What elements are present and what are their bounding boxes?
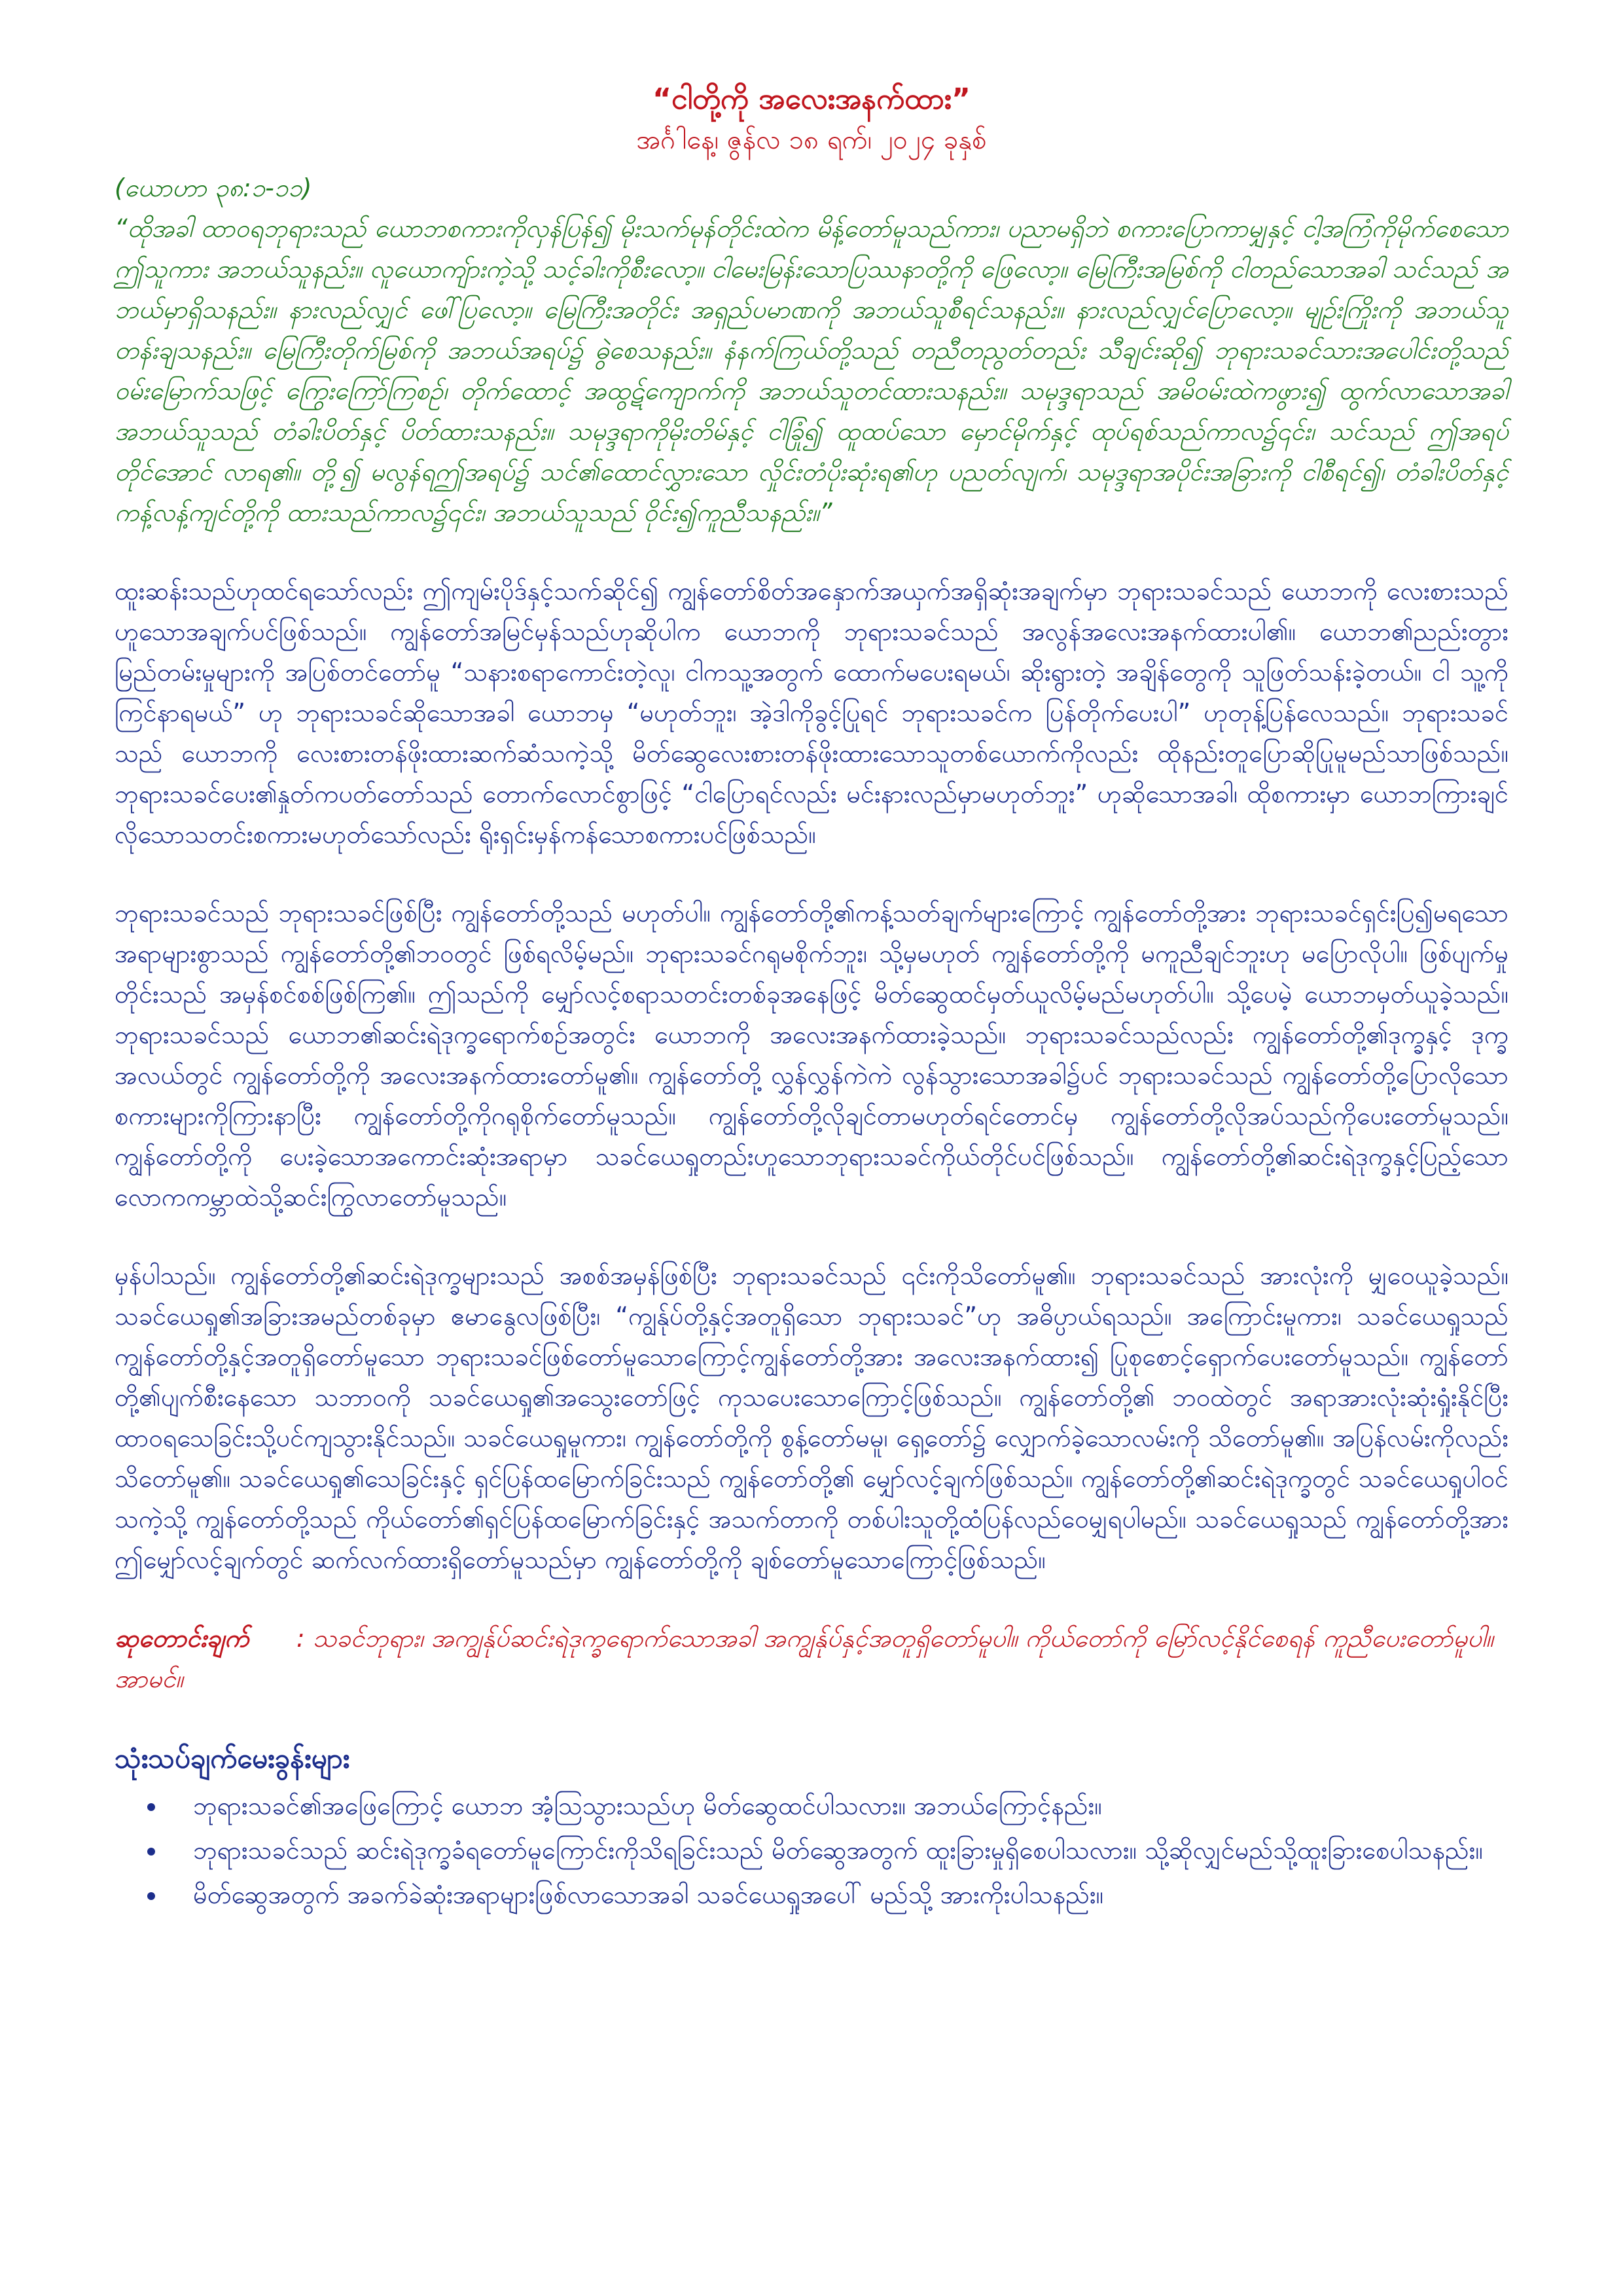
body-paragraph-3: မှန်ပါသည်။ ကျွန်တော်တို့၏ဆင်းရဲဒုက္ခများသည် အစစ်အမှန်ဖြစ်ပြီး ဘုရားသခင်သည် ၎င်းကိုသိတော်မူ၏။ ဘုရားသခင်သည် အားလုံးကို မျှဝေယူခဲ့သည်။ သခင်ယေရှု၏အခြားအမည်တစ်ခုမှာ ဧမာနွေလဖြစ်ပြီး၊ “ကျွန်ုပ်တို့နှင့်အတူရှိသော ဘုရားသခင်”ဟု အဓိပ္ပာယ်ရသည်။ အကြောင်းမူကား၊ သခင်ယေရှုသည် ကျွန်တော်တို့နှင့်အတူရှိတော်မူသော ဘုရားသခင်ဖြစ်တော်မူသောကြောင့်ကျွန်တော်တို့အား အလေးအနက်ထား၍ ပြုစုစောင့်ရှောက်ပေးတော်မူသည်။ ကျွန်တော်တို့၏ပျက်စီးနေသော သဘာဝကို သခင်ယေရှု၏အသွေးတော်ဖြင့် ကုသပေးသောကြောင့်ဖြစ်သည်။ ကျွန်တော်တို့၏ ဘဝထဲတွင် အရာအားလုံးဆုံးရှုံးနိုင်ပြီး ထာဝရသေခြင်းသို့ပင်ကျသွားနိုင်သည်။ သခင်ယေရှုမူကား၊ ကျွန်တော်တို့ကို စွန့်တော်မမူ၊ ရှေ့တော်၌ လျှောက်ခဲ့သောလမ်းကို သိတော်မူ၏။ အပြန်လမ်းကိုလည်း သိတော်မူ၏။ သခင်ယေရှု၏သေခြင်းနှင့် ရှင်ပြန်ထမြောက်ခြင်းသည် ကျွန်တော်တို့၏ မျှော်လင့်ချက်ဖြစ်သည်။ ကျွန်တော်တို့၏ဆင်းရဲဒုက္ခတွင် သခင်ယေရှုပါဝင်သကဲ့သို့ ကျွန်တော်တို့သည် ကိုယ်တော်၏ရှင်ပြန်ထမြောက်ခြင်းနှင့် အသက်တာကို တစ်ပါးသူတို့ထံပြန်လည်ဝေမျှရပါမည်။ သခင်ယေရှုသည် ကျွန်တော်တို့အား ဤမျှော်လင့်ချက်တွင် ဆက်လက်ထားရှိတော်မူသည်မှာ ကျွန်တော်တို့ကို ချစ်တော်မူသောကြောင့်ဖြစ်သည်။ bbox=[115, 1261, 1508, 1574]
questions-list bbox=[115, 1785, 1508, 1915]
question-item: • ဘုရားသခင်၏အဖြေကြောင့် ယောဘ အံ့ဩသွားသည်ဟု မိတ်ဆွေထင်ပါသလား။ အဘယ်ကြောင့်နည်း။ bbox=[167, 1785, 1508, 1826]
body-paragraph-2: ဘုရားသခင်သည် ဘုရားသခင်ဖြစ်ပြီး ကျွန်တော်တို့သည် မဟုတ်ပါ။ ကျွန်တော်တို့၏ကန့်သတ်ချက်များကြောင့် ကျွန်တော်တို့အား ဘုရားသခင်ရှင်းပြ၍မရသော အရာများစွာသည် ကျွန်တော်တို့၏ဘဝတွင် ဖြစ်ရလိမ့်မည်။ ဘုရားသခင်ဂရုမစိုက်ဘူး၊ သို့မှမဟုတ် ကျွန်တော်တို့ကို မကူညီချင်ဘူးဟု မပြောလိုပါ။ ဖြစ်ပျက်မှုတိုင်းသည် အမှန်စင်စစ်ဖြစ်ကြ၏။ ဤသည်ကို မျှော်လင့်စရာသတင်းတစ်ခုအနေဖြင့် မိတ်ဆွေထင်မှတ်ယူလိမ့်မည်မဟုတ်ပါ။ သို့ပေမဲ့ ယောဘမှတ်ယူခဲ့သည်။ ဘုရားသခင်သည် ယောဘ၏ဆင်းရဲဒုက္ခရောက်စဉ်အတွင်း ယောဘကို အလေးအနက်ထားခဲ့သည်။ ဘုရားသခင်သည်လည်း ကျွန်တော်တို့၏ဒုက္ခနှင့် ဒုက္ခအလယ်တွင် ကျွန်တော်တို့ကို အလေးအနက်ထားတော်မူ၏။ ကျွန်တော်တို့ လွှန်လွှန်ကဲကဲ လွန်သွားသောအခါ၌ပင် ဘုရားသခင်သည် ကျွန်တော်တို့ပြောလိုသောစကားများကိုကြားနာပြီး ကျွန်တော်တို့ကိုဂရုစိုက်တော်မူသည်။ ကျွန်တော်တို့လိုချင်တာမဟုတ်ရင်တောင်မှ ကျွန်တော်တို့လိုအပ်သည်ကိုပေးတော်မူသည်။ ကျွန်တော်တို့ကို ပေးခဲ့သောအကောင်းဆုံးအရာမှာ သခင်ယေရှုတည်းဟူသောဘုရားသခင်ကိုယ်တိုင်ပင်ဖြစ်သည်။ ကျွန်တော်တို့၏ဆင်းရဲဒုက္ခနှင့်ပြည့်သောလောကကမ္ဘာထဲသို့ဆင်းကြွလာတော်မူသည်။ bbox=[115, 899, 1508, 1211]
prayer-label: ဆုတောင်းချက် bbox=[115, 1624, 249, 1653]
question-item: • မိတ်ဆွေအတွက် အခက်ခဲဆုံးအရာများဖြစ်လာသောအခါ သခင်ယေရှုအပေါ် မည်သို့ အားကိုးပါသနည်း။ bbox=[167, 1874, 1508, 1915]
scripture-reference: (ယောဟာ ၃၈:၁-၁၁) bbox=[115, 173, 312, 202]
devotion-date: အင်္ဂါနေ့၊ ဇွန်လ ၁၈ ရက်၊ ၂၀၂၄ ခုနှစ် bbox=[636, 125, 987, 155]
questions-title: သုံးသပ်ချက်မေးခွန်းများ bbox=[115, 1742, 350, 1774]
question-item: • ဘုရားသခင်သည် ဆင်းရဲဒုက္ခခံရတော်မူကြောင်းကိုသိရခြင်းသည် မိတ်ဆွေအတွက် ထူးခြားမှုရှိစေပါသလား။ သို့ဆိုလျှင်မည်သို့ထူးခြားစေပါသနည်း။ bbox=[167, 1830, 1508, 1871]
devotion-title: “ငါတို့ကို အလေးအနက်ထား” bbox=[652, 82, 971, 116]
scripture-text: “ထိုအခါ ထာဝရဘုရားသည် ယောဘစကားကိုလှန်ပြန်၍ မိုးသက်မုန်တိုင်းထဲက မိန့်တော်မူသည်ကား၊ ပညာမရှိဘဲ စကားပြောကာမျှနှင့် ငါ့အကြံကိုမိုက်စေသော ဤသူကား အဘယ်သူနည်း။ လူယောကျ်ားကဲ့သို့ သင့်ခါးကိုစီးလော့။ ငါမေးမြန်းသောပြဿနာတို့ကို ဖြေလော့။ မြေကြီးအမြစ်ကို ငါတည်သောအခါ သင်သည် အဘယ်မှာရှိသနည်း။ နားလည်လျှင် ဖေါ်ပြလော့။ မြေကြီးအတိုင်း အရှည်ပမာဏကို အဘယ်သူစီရင်သနည်း။ နားလည်လျှင်ပြောလော့။ မျဉ်းကြိုးကို အဘယ်သူတန်းချသနည်း။ မြေကြီးတိုက်မြစ်ကို အဘယ်အရပ်၌ ဓွဲစေသနည်း။ နံနက်ကြယ်တို့သည် တညီတညွတ်တည်း သီချင်းဆို၍ ဘုရားသခင်သားအပေါင်းတို့သည် ဝမ်းမြောက်သဖြင့် ကြွေးကြော်ကြစဉ်၊ တိုက်ထောင့် အထွဋ်ကျောက်ကို အဘယ်သူတင်ထားသနည်း။ သမုဒ္ဒရာသည် အမိဝမ်းထဲကဖွား၍ ထွက်လာသောအခါ အဘယ်သူသည် တံခါးပိတ်နှင့် ပိတ်ထားသနည်း။ သမုဒ္ဒရာကိုမိုးတိမ်နှင့် ငါခြုံ၍ ထူထပ်သော မှောင်မိုက်နှင့် ထုပ်ရစ်သည်ကာလ၌၎င်း၊ သင်သည် ဤအရပ်တိုင်အောင် လာရ၏။ တို့၍ မလွန်ရဤအရပ်၌ သင်၏ထောင်လွှားသော လှိုင်းတံပိုးဆုံးရ၏ဟု ပညတ်လျက်၊ သမုဒ္ဒရာအပိုင်းအခြားကို ငါစီရင်၍၊ တံခါးပိတ်နှင့် ကန့်လန့်ကျင်တို့ကို ထားသည်ကာလ၌၎င်း၊ အဘယ်သူသည် ဝိုင်း၍ကူညီသနည်း။” bbox=[115, 214, 1508, 527]
prayer-spacer bbox=[257, 1624, 288, 1653]
prayer-text: : သခင်ဘုရား၊ အကျွန်ုပ်ဆင်းရဲဒုက္ခရောက်သောအခါ အကျွန်ုပ်နှင့်အတူရှိတော်မူပါ။ ကိုယ်တော်ကို မြော်လင့်နိုင်စေရန် ကူညီပေးတော်မူပါ။ အာမင်။ bbox=[115, 1624, 1493, 1693]
body-paragraph-1: ထူးဆန်းသည်ဟုထင်ရသော်လည်း ဤကျမ်းပိုဒ်နှင့်သက်ဆိုင်၍ ကျွန်တော်စိတ်အနှောက်အယှက်အရှိဆုံးအချက်မှာ ဘုရားသခင်သည် ယောဘကို လေးစားသည်ဟူသောအချက်ပင်ဖြစ်သည်။ ကျွန်တော်အမြင်မှန်သည်ဟုဆိုပါက ယောဘကို ဘုရားသခင်သည် အလွန်အလေးအနက်ထားပါ၏။ ယောဘ၏ညည်းတွားမြည်တမ်းမှုများကို အပြစ်တင်တော်မူ “သနားစရာကောင်းတဲ့လူ၊ ငါကသူ့အတွက် ထောက်မပေးရမယ်၊ ဆိုးရွားတဲ့ အချိန်တွေကို သူဖြတ်သန်းခဲ့တယ်။ ငါ သူ့ကို ကြင်နာရမယ်” ဟု ဘုရားသခင်ဆိုသောအခါ ယောဘမှ “မဟုတ်ဘူး၊ အဲ့ဒါကိုခွင့်ပြုရင် ဘုရားသခင်က ပြန်တိုက်ပေးပါ” ဟုတုန့်ပြန်လေသည်။ ဘုရားသခင်သည် ယောဘကို လေးစားတန်ဖိုးထားဆက်ဆံသကဲ့သို့ မိတ်ဆွေလေးစားတန်ဖိုးထားသောသူတစ်ယောက်ကိုလည်း ထိုနည်းတူပြောဆိုပြုမူမည်သာဖြစ်သည်။ ဘုရားသခင်ပေး၏နှုတ်ကပတ်တော်သည် တောက်လောင်စွာဖြင့် “ငါပြောရင်လည်း မင်းနားလည်မှာမဟုတ်ဘူး” ဟုဆိုသောအခါ၊ ထိုစကားမှာ ယောဘကြားချင်လိုသောသတင်းစကားမဟုတ်သော်လည်း ရိုးရှင်းမှန်ကန်သောစကားပင်ဖြစ်သည်။ bbox=[115, 577, 1508, 849]
prayer-block bbox=[115, 1618, 1508, 1699]
